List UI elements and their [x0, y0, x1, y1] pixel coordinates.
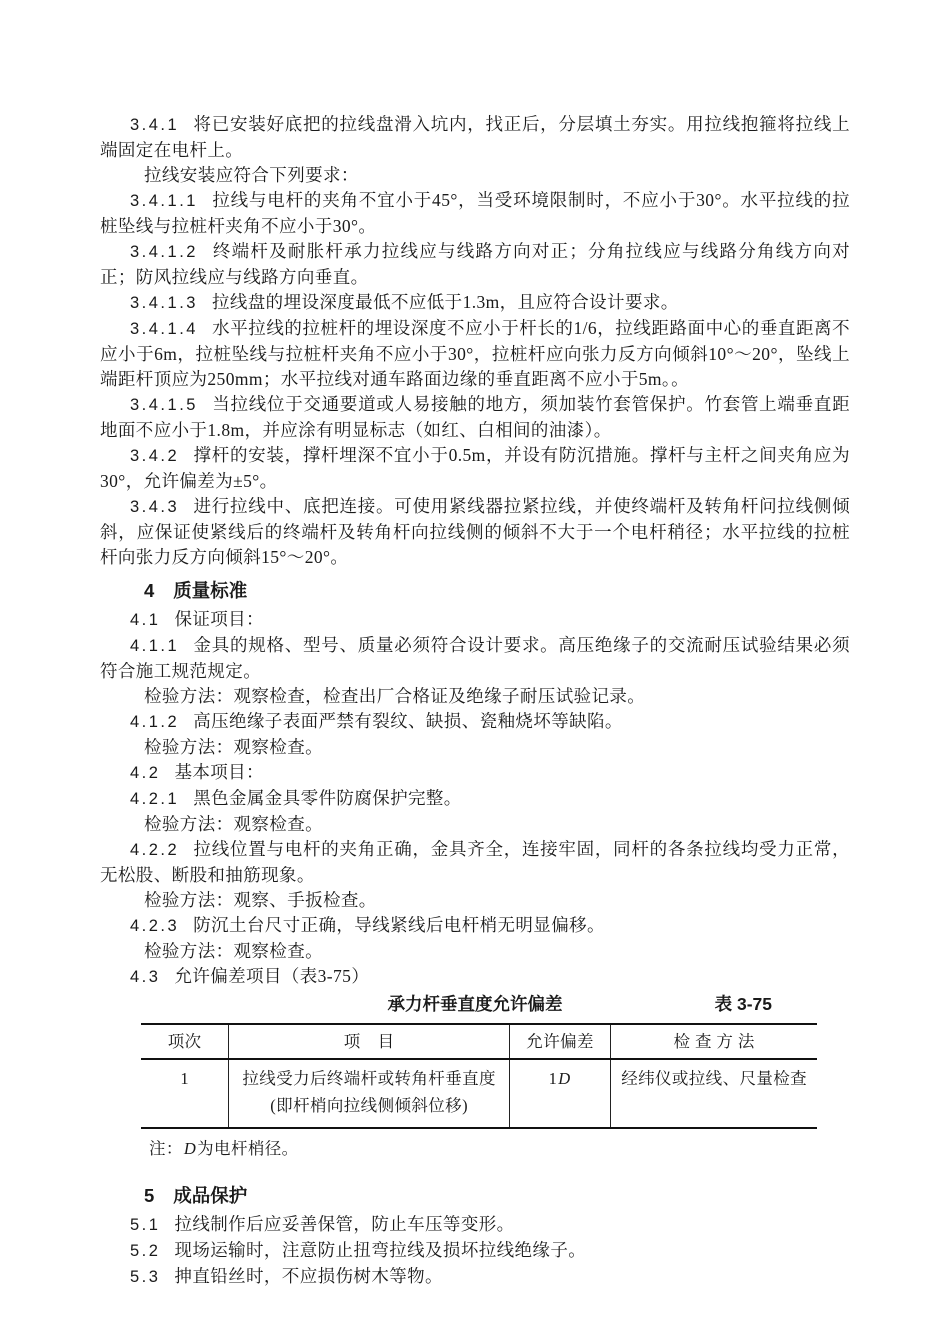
clause-paragraph	[100, 709, 850, 735]
clause-text: 终端杆及耐胀杆承力拉线应与线路方向对正；分角拉线应与线路分角线方向对正；防风拉线应与线路方向垂直。	[100, 241, 850, 287]
section-heading	[100, 1183, 850, 1208]
cell-item-line-1: 拉线受力后终端杆或转角杆垂直度	[242, 1069, 496, 1088]
body-paragraph: 检验方法：观察检查。	[144, 737, 323, 757]
clauses-main	[100, 112, 850, 990]
clause-number: 3.4.1.1	[130, 192, 198, 210]
document-body	[100, 112, 850, 1290]
table-header-row	[141, 1024, 817, 1059]
table-title: 承力杆垂直度允许偏差	[387, 994, 563, 1014]
body-paragraph: 检验方法：观察检查，检查出厂合格证及绝缘子耐压试验记录。	[144, 686, 646, 706]
table-note	[100, 1136, 850, 1161]
clause-paragraph	[100, 964, 850, 990]
section-number: 4	[144, 580, 156, 601]
cell-item-line-2: (即杆梢向拉线侧倾斜位移)	[270, 1096, 468, 1115]
clause-text: 基本项目：	[174, 762, 264, 782]
clause-paragraph	[100, 443, 850, 494]
clause-number: 4.2	[130, 764, 161, 782]
clause-text: 保证项目：	[174, 609, 264, 629]
clause-paragraph	[100, 837, 850, 888]
deviation-symbol: D	[558, 1069, 571, 1088]
clause-paragraph	[100, 239, 850, 290]
table-row	[141, 1059, 817, 1128]
clause-number: 3.4.3	[130, 498, 180, 516]
section-heading	[100, 578, 850, 603]
clause-paragraph	[100, 290, 850, 316]
clause-number: 3.4.2	[130, 447, 180, 465]
clause-number: 4.2.1	[130, 790, 180, 808]
allowed-deviation-table	[141, 1023, 817, 1129]
clause-number: 5.2	[130, 1242, 161, 1260]
clause-text: 允许偏差项目（表3-75）	[174, 966, 370, 986]
column-header-method: 检 查 方 法	[611, 1024, 817, 1059]
clause-number: 4.2.3	[130, 917, 180, 935]
clause-text: 拉线位置与电杆的夹角正确，金具齐全，连接牢固，同杆的各条拉线均受力正常，无松股、断股和抽筋现象。	[100, 839, 850, 885]
column-header-item: 项 目	[229, 1024, 510, 1059]
clause-paragraph	[100, 1212, 850, 1238]
clause-number: 4.1	[130, 611, 161, 629]
clause-paragraph	[100, 760, 850, 786]
clause-paragraph	[100, 786, 850, 812]
clause-text: 黑色金属金具零件防腐保护完整。	[193, 788, 462, 808]
clause-text: 高压绝缘子表面严禁有裂纹、缺损、瓷釉烧坏等缺陷。	[193, 711, 623, 731]
table-ref-label: 表 3-75	[714, 994, 772, 1014]
clause-text: 金具的规格、型号、质量必须符合设计要求。高压绝缘子的交流耐压试验结果必须符合施工规范规定。	[100, 635, 850, 681]
clauses-after	[100, 1183, 850, 1290]
section-number: 5	[144, 1185, 156, 1206]
note-symbol: D	[183, 1139, 197, 1158]
clause-text: 抻直铅丝时，不应损伤树木等物。	[174, 1266, 443, 1286]
cell-index: 1	[141, 1059, 229, 1128]
clause-text: 进行拉线中、底把连接。可使用紧线器拉紧拉线，并使终端杆及转角杆问拉线侧倾斜，应保证使紧线后的终端杆及转角杆向拉线侧的倾斜不大于一个电杆稍径；水平拉线的拉桩杆向张力反方向倾斜15°～20°。	[100, 496, 850, 567]
allowed-deviation-table-section	[100, 992, 850, 1161]
clause-paragraph	[100, 1264, 850, 1290]
clause-text: 撑杆的安装，撑杆埋深不宜小于0.5m，并设有防沉措施。撑杆与主杆之间夹角应为30°，允许偏差为±5°。	[100, 445, 850, 491]
clause-text: 拉线与电杆的夹角不宜小于45°，当受环境限制时，不应小于30°。水平拉线的拉桩坠线与拉桩杆夹角不应小于30°。	[100, 190, 850, 236]
column-header-deviation: 允许偏差	[509, 1024, 610, 1059]
clause-paragraph	[100, 1238, 850, 1264]
column-header-index: 项次	[141, 1024, 229, 1059]
clause-number: 3.4.1.3	[130, 294, 198, 312]
section-title: 成品保护	[173, 1185, 248, 1206]
clause-number: 4.1.2	[130, 713, 180, 731]
clause-number: 5.1	[130, 1216, 161, 1234]
clause-number: 3.4.1.4	[130, 320, 198, 338]
clause-text: 防沉土台尺寸正确，导线紧线后电杆梢无明显偏移。	[193, 915, 605, 935]
clause-paragraph	[100, 607, 850, 633]
clause-paragraph	[100, 316, 850, 392]
clause-paragraph	[100, 392, 850, 443]
note-label: 注：	[149, 1139, 183, 1158]
deviation-value: 1	[548, 1069, 558, 1088]
section-title: 质量标准	[173, 580, 248, 601]
body-paragraph: 检验方法：观察检查。	[144, 941, 323, 961]
clause-text: 将已安装好底把的拉线盘滑入坑内，找正后，分层填土夯实。用拉线抱箍将拉线上端固定在电杆上。	[100, 114, 850, 160]
clause-text: 拉线制作后应妥善保管，防止车压等变形。	[174, 1214, 515, 1234]
clause-text: 当拉线位于交通要道或人易接触的地方，须加装竹套管保护。竹套管上端垂直距地面不应小于1.8m，并应涂有明显标志（如红、白相间的油漆）。	[100, 394, 850, 440]
clause-number: 4.1.1	[130, 637, 180, 655]
clause-number: 3.4.1	[130, 116, 180, 134]
clause-number: 3.4.1.2	[130, 243, 198, 261]
body-paragraph: 拉线安装应符合下列要求：	[144, 165, 359, 185]
clause-text: 现场运输时，注意防止扭弯拉线及损坏拉线绝缘子。	[174, 1240, 587, 1260]
cell-deviation	[509, 1059, 610, 1128]
clause-number: 5.3	[130, 1268, 161, 1286]
clause-text: 拉线盘的埋设深度最低不应低于1.3m，且应符合设计要求。	[211, 292, 679, 312]
clause-number: 4.2.2	[130, 841, 180, 859]
body-paragraph: 检验方法：观察检查。	[144, 814, 323, 834]
clause-paragraph	[100, 188, 850, 239]
note-text: 为电杆梢径。	[197, 1139, 299, 1158]
clause-paragraph	[100, 112, 850, 163]
clause-paragraph	[100, 633, 850, 684]
clause-number: 4.3	[130, 968, 161, 986]
cell-item	[229, 1059, 510, 1128]
clause-paragraph	[100, 494, 850, 570]
clause-number: 3.4.1.5	[130, 396, 198, 414]
clause-paragraph	[100, 913, 850, 939]
cell-method: 经纬仪或拉线、尺量检查	[621, 1069, 808, 1088]
clause-text: 水平拉线的拉桩杆的埋设深度不应小于杆长的1/6，拉线距路面中心的垂直距离不应小于6m，拉桩坠线与拉桩杆夹角不应小于30°，拉桩杆应向张力反方向倾斜10°～20°，坠线上端距杆顶应为250mm；水平拉线对通车路面边缘的垂直距离不应小于5m。。	[100, 318, 850, 389]
table-caption	[100, 992, 850, 1017]
body-paragraph: 检验方法：观察、手扳检查。	[144, 890, 377, 910]
